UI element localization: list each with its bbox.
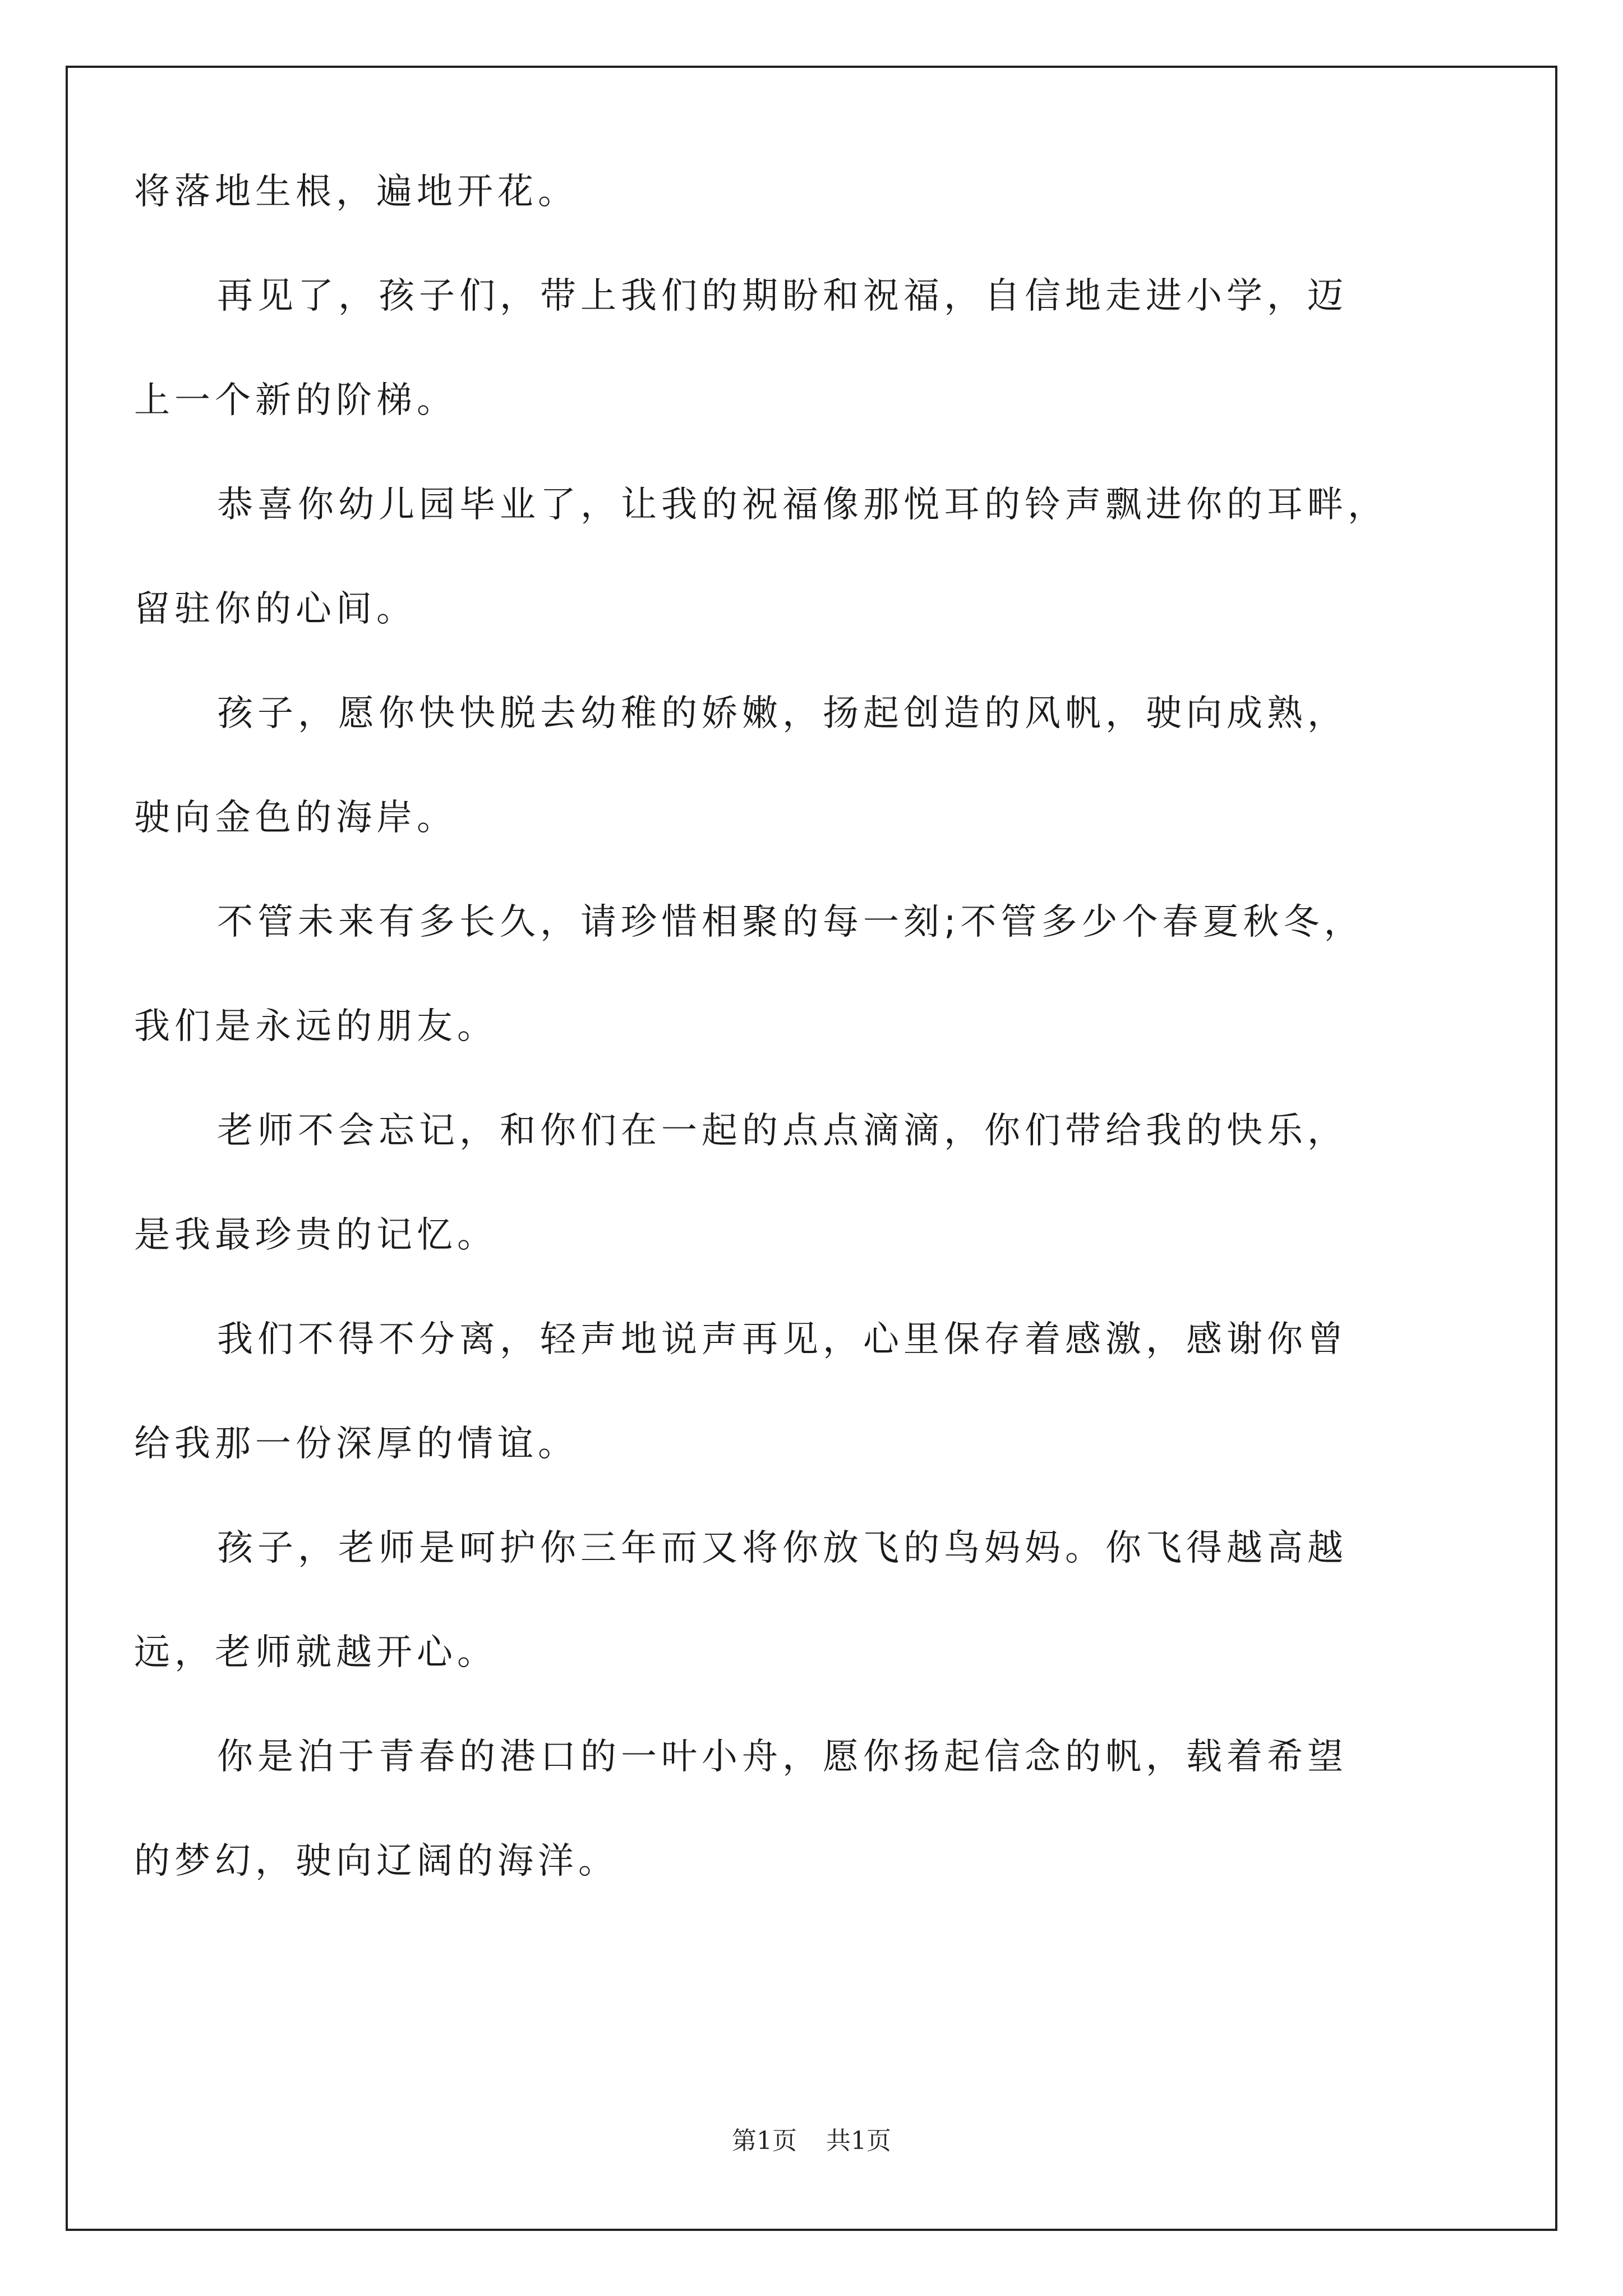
text-line: 不管未来有多长久，请珍惜相聚的每一刻;不管多少个春夏秋冬， bbox=[217, 901, 1364, 943]
text-line: 远，老师就越开心。 bbox=[134, 1632, 497, 1673]
page-footer bbox=[0, 2120, 1623, 2156]
page-total: 共1页 bbox=[826, 2127, 891, 2155]
text-line: 你是泊于青春的港口的一叶小舟，愿你扬起信念的帆，载着希望 bbox=[217, 1736, 1348, 1778]
text-line: 留驻你的心间。 bbox=[134, 588, 417, 630]
text-line: 再见了，孩子们，带上我们的期盼和祝福，自信地走进小学，迈 bbox=[217, 275, 1348, 317]
text-line: 老师不会忘记，和你们在一起的点点滴滴，你们带给我的快乐， bbox=[217, 1110, 1348, 1152]
text-line: 我们不得不分离，轻声地说声再见，心里保存着感激，感谢你曾 bbox=[217, 1319, 1348, 1360]
text-line: 孩子，老师是呵护你三年而又将你放飞的鸟妈妈。你飞得越高越 bbox=[217, 1527, 1348, 1569]
text-line: 给我那一份深厚的情谊。 bbox=[134, 1423, 578, 1465]
text-line: 上一个新的阶梯。 bbox=[134, 380, 457, 421]
text-line: 的梦幻，驶向辽阔的海洋。 bbox=[134, 1841, 619, 1882]
text-line: 驶向金色的海岸。 bbox=[134, 797, 457, 839]
text-line: 我们是永远的朋友。 bbox=[134, 1006, 497, 1047]
text-line: 孩子，愿你快快脱去幼稚的娇嫩，扬起创造的风帆，驶向成熟， bbox=[217, 693, 1348, 734]
page-number: 第1页 bbox=[732, 2127, 797, 2155]
text-line: 恭喜你幼儿园毕业了，让我的祝福像那悦耳的铃声飘进你的耳畔， bbox=[217, 484, 1388, 526]
text-line: 是我最珍贵的记忆。 bbox=[134, 1214, 497, 1256]
text-line: 将落地生根，遍地开花。 bbox=[134, 171, 578, 213]
